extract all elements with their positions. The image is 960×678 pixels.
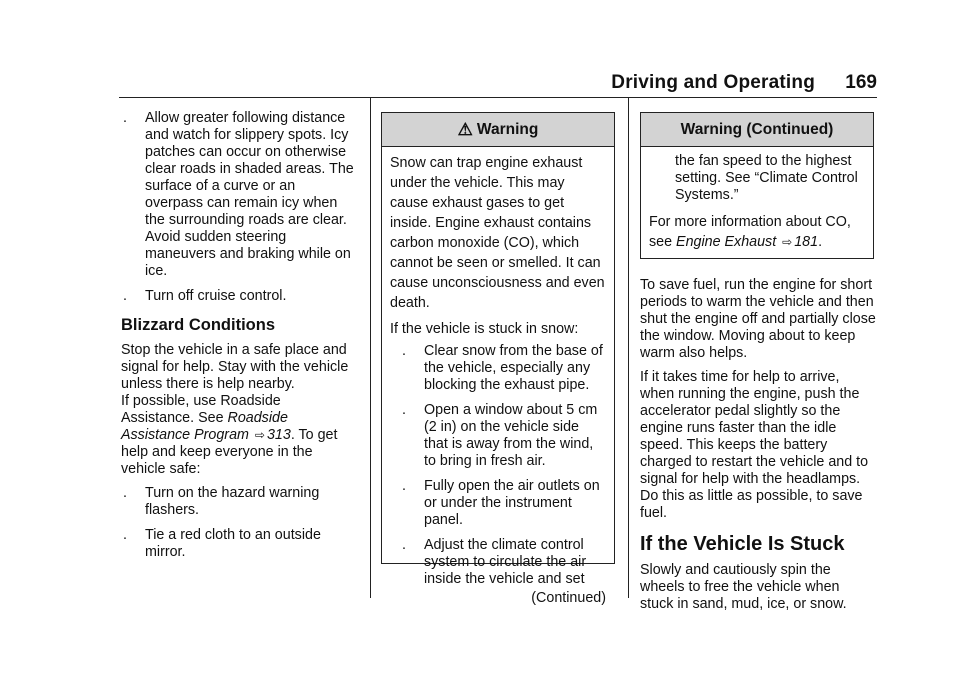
bullet-text: Fully open the air outlets on or under the instrument panel. (424, 478, 600, 528)
header-rule (119, 97, 877, 98)
cross-reference-page[interactable]: 313 (266, 427, 291, 443)
warning-body (641, 147, 873, 258)
section-heading: Blizzard Conditions (121, 316, 275, 334)
continued-label: (Continued) (531, 590, 606, 606)
cross-reference-link[interactable]: Engine Exhaust (676, 234, 777, 250)
warning-box-continued (640, 112, 874, 259)
warning-paragraph (649, 212, 865, 252)
warning-paragraph: Snow can trap engine exhaust under the vehicle. This may cause exhaust gases to get inside. Engine exhaust contains carbon monoxide (CO), which cannot be seen or smelled. It can cause unconsciousness and even death. (390, 155, 605, 311)
bullet-text: Turn off cruise control. (145, 288, 287, 304)
column-divider-right (628, 98, 629, 598)
bullet-dot: . (123, 110, 127, 126)
paragraph-text: If possible, use Roadside Assistance. See (121, 393, 281, 426)
cross-reference-page[interactable]: 181 (794, 234, 819, 250)
bullet-dot: . (123, 288, 127, 304)
bullet-item (121, 527, 357, 561)
column-divider-left (370, 98, 371, 598)
page-arrow-icon: ⇨ (782, 235, 793, 249)
bullet-dot: . (123, 527, 127, 543)
page-arrow-icon: ⇨ (254, 428, 265, 442)
bullet-item (121, 110, 357, 280)
bullet-text: Clear snow from the base of the vehicle, especially any blocking the exhaust pipe. (424, 343, 603, 393)
paragraph-text: . (818, 234, 823, 250)
warning-continued-text: the fan speed to the highest setting. See “Climate Control Systems.” (675, 153, 858, 203)
paragraph: To save fuel, run the engine for short periods to warm the vehicle and then shut the engine off and partially close the window. Moving about to keep warm also helps. (640, 277, 876, 361)
warning-bullet (390, 478, 606, 529)
section-heading: If the Vehicle Is Stuck (640, 533, 845, 555)
warning-body (382, 147, 614, 619)
warning-title: Warning (476, 120, 539, 138)
bullet-dot: . (402, 343, 406, 359)
warning-header (382, 113, 614, 147)
bullet-dot: . (402, 402, 406, 418)
paragraph: Slowly and cautiously spin the wheels to free the vehicle when stuck in sand, mud, ice, or snow. (640, 562, 847, 612)
column-left (121, 110, 357, 569)
paragraph (121, 393, 357, 478)
warning-triangle-icon: ⚠ (457, 119, 473, 139)
warning-bullet (390, 343, 606, 394)
page-number: 169 (845, 72, 877, 93)
paragraph: Stop the vehicle in a safe place and signal for help. Stay with the vehicle unless there is help nearby. (121, 342, 349, 392)
bullet-text: Allow greater following distance and watch for slippery spots. Icy patches can occur on otherwise clear roads in shaded areas. The surface of a curve or an overpass can remain icy when the surrounding roads are clear. Avoid sudden steering maneuvers and braking while on ice. (145, 110, 354, 279)
bullet-item (121, 485, 357, 519)
bullet-text: Adjust the climate control system to circulate the air inside the vehicle and set (424, 537, 587, 587)
bullet-text: Tie a red cloth to an outside mirror. (145, 527, 321, 560)
warning-box (381, 112, 615, 606)
paragraph-text: For more information about CO, see (649, 214, 851, 250)
column-right (640, 112, 876, 620)
cross-reference-link[interactable]: Roadside Assistance Program (121, 410, 288, 443)
warning-paragraph: If the vehicle is stuck in snow: (390, 321, 579, 337)
bullet-dot: . (402, 537, 406, 553)
paragraph: If it takes time for help to arrive, when running the engine, push the accelerator pedal slightly so the engine runs faster than the idle speed. This keeps the battery charged to restart the vehicle and to signal for help with the headlamps. Do this as little as possible, to save fuel. (640, 369, 869, 521)
bullet-item (121, 288, 357, 305)
bullet-dot: . (123, 485, 127, 501)
warning-bullet (390, 402, 606, 470)
warning-header (641, 113, 873, 147)
bullet-dot: . (402, 478, 406, 494)
warning-bullet (390, 537, 606, 588)
bullet-text: Turn on the hazard warning flashers. (145, 485, 320, 518)
bullet-text: Open a window about 5 cm (2 in) on the vehicle side that is away from the wind, to bring in fresh air. (424, 402, 598, 469)
warning-title: Warning (Continued) (680, 121, 834, 138)
paragraph-text: . To get help and keep everyone in the vehicle safe: (121, 427, 338, 477)
page-header-title: Driving and Operating (611, 72, 815, 93)
